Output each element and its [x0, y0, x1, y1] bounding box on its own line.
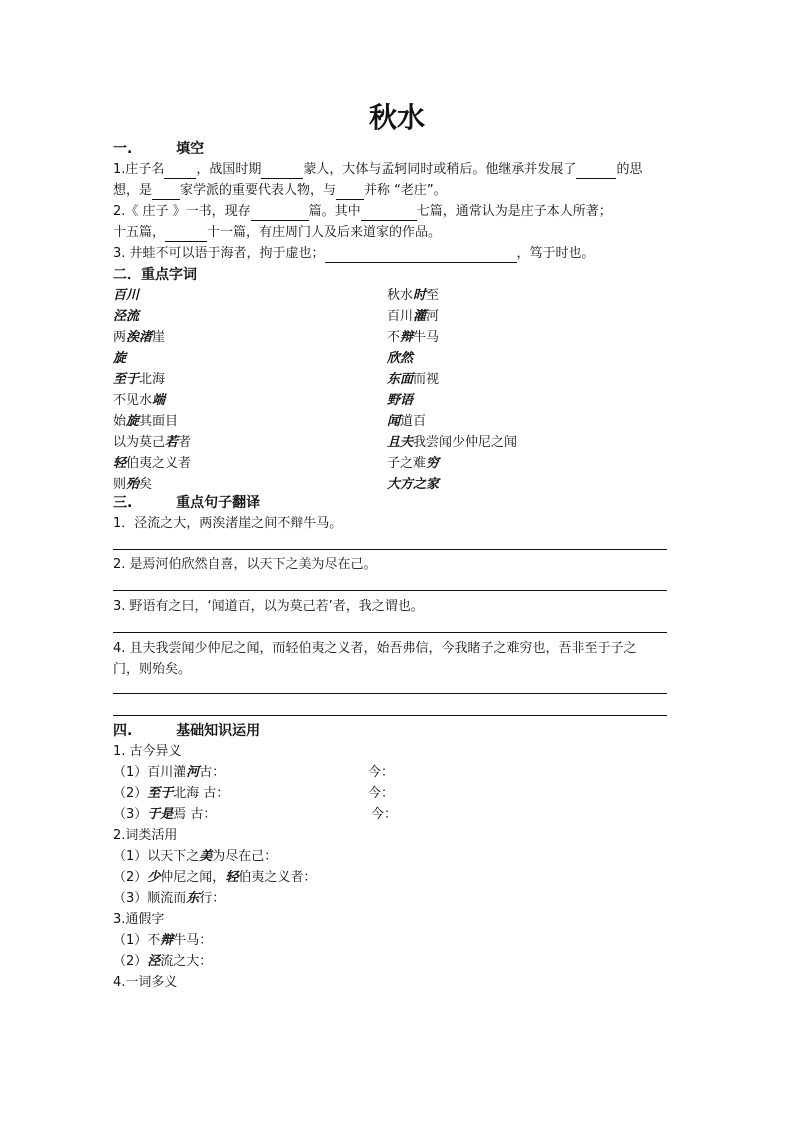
translate-q2: 2. 是焉河伯欣然自喜，以天下之美为尽在己。 [113, 557, 377, 572]
item-key-word: 美 [199, 849, 213, 864]
vocab-key-word: 轻 [113, 456, 127, 471]
item-key-word: 泾 [147, 954, 161, 969]
item-key-word: 河 [186, 765, 200, 780]
vocab-text: 伯夷之义者 [126, 456, 192, 471]
vocab-key-word: 大方之家 [387, 477, 440, 492]
item-text: （1）以天下之 [113, 849, 200, 864]
vocab-text: 则 [113, 477, 127, 492]
item-text: （3） [113, 807, 148, 822]
vocab-item [113, 392, 165, 410]
vocab-text: 秋水 [387, 288, 414, 303]
answer-blank[interactable] [325, 248, 517, 263]
vocab-item [113, 413, 178, 431]
answer-line[interactable] [113, 590, 667, 591]
subsection-loan-characters: 3.通假字 [113, 912, 165, 927]
vocab-key-word: 野语 [387, 393, 414, 408]
vocab-key-word: 东面 [387, 372, 414, 387]
modern-meaning-label: 今： [368, 786, 395, 801]
vocab-text: 而视 [413, 372, 440, 387]
vocab-text: 始 [113, 414, 127, 429]
vocab-item [113, 350, 126, 368]
vocab-text: 以为莫己 [113, 435, 166, 450]
translate-q4-line1: 4. 且夫我尝闻少仲尼之闻，而轻伯夷之义者，始吾弗信，今我睹子之难穷也，吾非至于子之 [113, 641, 637, 656]
vocab-key-word: 辩 [400, 330, 414, 345]
item-text: （3）顺流而 [113, 891, 187, 906]
vocab-key-word: 穷 [426, 456, 440, 471]
vocab-key-word: 百川 [113, 288, 140, 303]
vocab-key-word: 旋 [113, 351, 127, 366]
vocab-text: 矣 [139, 477, 153, 492]
vocab-item [387, 476, 439, 494]
section4-heading [113, 722, 260, 740]
section1-heading [113, 140, 204, 158]
vocab-key-word: 灌 [413, 309, 427, 324]
vocab-text: 崖 [152, 330, 166, 345]
vocab-text: 者 [178, 435, 192, 450]
item-key-word: 东 [186, 891, 200, 906]
vocab-item [113, 308, 139, 326]
vocab-item [387, 413, 426, 431]
vocab-item [387, 287, 439, 305]
translate-q3: 3. 野语有之曰，‘闻道百，以为莫己若’者，我之谓也。 [113, 599, 424, 614]
item-key-word: 少 [147, 870, 161, 885]
vocab-text: 不 [387, 330, 401, 345]
vocab-item [113, 476, 152, 494]
vocab-item [387, 308, 439, 326]
item-text: 仲尼之闻， [160, 870, 226, 885]
answer-blank[interactable] [261, 164, 303, 179]
answer-blank[interactable] [336, 185, 364, 200]
translate-q1: 1．泾流之大，两涘渚崖之间不辩牛马。 [113, 516, 343, 531]
answer-line[interactable] [113, 715, 667, 716]
item-key-word: 轻 [225, 870, 239, 885]
subsection-ancient-modern: 1. 古今异义 [113, 744, 182, 759]
fill-q1-line2: 想，是 家学派的重要代表人物，与 并称 “老庄”。 [113, 183, 447, 198]
ancient-modern-item [113, 764, 225, 782]
word-class-item [113, 869, 316, 887]
vocab-item [387, 434, 517, 452]
item-text: （1）百川灌 [113, 765, 187, 780]
vocab-item [387, 392, 413, 410]
answer-blank[interactable] [165, 227, 207, 242]
word-class-item [113, 890, 225, 908]
vocab-key-word: 泾流 [113, 309, 140, 324]
vocab-text: 道百 [400, 414, 427, 429]
vocab-key-word: 闻 [387, 414, 401, 429]
subsection-word-class: 2.词类活用 [113, 828, 178, 843]
fill-q1-line1: 1.庄子名 ，战国时期 蒙人，大体与孟轲同时或稍后。他继承并发展了 的思 [113, 162, 643, 177]
answer-blank[interactable] [251, 206, 309, 221]
item-text: 牛马： [173, 933, 213, 948]
vocab-text: 河 [426, 309, 440, 324]
vocab-item [113, 455, 191, 473]
answer-blank[interactable] [152, 185, 180, 200]
vocab-item [113, 371, 165, 389]
section3-heading [113, 494, 260, 512]
vocab-text: 百川 [387, 309, 414, 324]
item-key-word: 于是 [147, 807, 174, 822]
answer-line[interactable] [113, 549, 667, 550]
loan-character-item [113, 953, 212, 971]
vocab-key-word: 时 [413, 288, 427, 303]
section4-title: 基础知识运用 [176, 723, 261, 739]
item-key-word: 至于 [147, 786, 174, 801]
item-text: 北海 古： [173, 786, 230, 801]
loan-character-item [113, 932, 212, 950]
item-text: （1）不 [113, 933, 161, 948]
section2-heading: 二．重点字词 [113, 267, 197, 283]
vocab-key-word: 旋 [126, 414, 140, 429]
vocab-text: 其面目 [139, 414, 179, 429]
item-text: 古： [199, 765, 226, 780]
item-key-word: 辩 [160, 933, 174, 948]
vocab-key-word: 且夫 [387, 435, 414, 450]
vocab-key-word: 欣然 [387, 351, 414, 366]
fill-q2-line1: 2.《 庄子 》一书，现存 篇。其中 七篇，通常认为是庄子本人所著； [113, 204, 612, 219]
vocab-key-word: 若 [165, 435, 179, 450]
answer-blank[interactable] [164, 164, 196, 179]
word-class-item [113, 848, 277, 866]
vocab-text: 不见水 [113, 393, 153, 408]
vocab-item [113, 434, 191, 452]
modern-meaning-label: 今： [371, 807, 398, 822]
ancient-modern-item [113, 806, 216, 824]
vocab-text: 牛马 [413, 330, 440, 345]
item-text: 行： [199, 891, 226, 906]
vocab-text: 两 [113, 330, 127, 345]
vocab-text: 北海 [139, 372, 166, 387]
fill-q3: 3. 井蛙不可以语于海者，拘于虚也； ，笃于时也。 [113, 246, 595, 261]
answer-line[interactable] [113, 632, 667, 633]
vocab-text: 子之难 [387, 456, 427, 471]
modern-meaning-label: 今： [368, 765, 395, 780]
vocab-item [387, 455, 439, 473]
answer-blank[interactable] [576, 164, 616, 179]
section3-number: 三. [113, 495, 133, 511]
vocab-item [113, 287, 139, 305]
vocab-item [387, 350, 413, 368]
item-text: 伯夷之义者： [238, 870, 317, 885]
vocab-text: 至 [426, 288, 440, 303]
vocab-item [387, 371, 439, 389]
subsection-polysemy: 4.一词多义 [113, 975, 178, 990]
item-text: 为尽在己： [212, 849, 278, 864]
vocab-item [387, 329, 439, 347]
item-text: （2） [113, 870, 148, 885]
page-title: 秋水 [368, 101, 425, 134]
vocab-key-word: 殆 [126, 477, 140, 492]
vocab-key-word: 涘渚 [126, 330, 153, 345]
answer-line[interactable] [113, 693, 667, 694]
section3-title: 重点句子翻译 [176, 495, 261, 511]
section1-title: 填空 [176, 141, 205, 157]
answer-blank[interactable] [361, 206, 417, 221]
item-text: （2） [113, 786, 148, 801]
fill-q2-line2: 十五篇， 十一篇，有庄周门人及后来道家的作品。 [113, 225, 442, 240]
vocab-text: 我尝闻少仲尼之闻 [413, 435, 518, 450]
item-text: 流之大： [160, 954, 213, 969]
vocab-key-word: 至于 [113, 372, 140, 387]
section1-number: 一. [113, 141, 133, 157]
vocab-item [113, 329, 165, 347]
item-text: 焉 古： [173, 807, 217, 822]
translate-q4-line2: 门，则殆矣。 [113, 662, 192, 677]
vocab-key-word: 端 [152, 393, 166, 408]
item-text: （2） [113, 954, 148, 969]
ancient-modern-item [113, 785, 229, 803]
section4-number: 四. [113, 723, 133, 739]
